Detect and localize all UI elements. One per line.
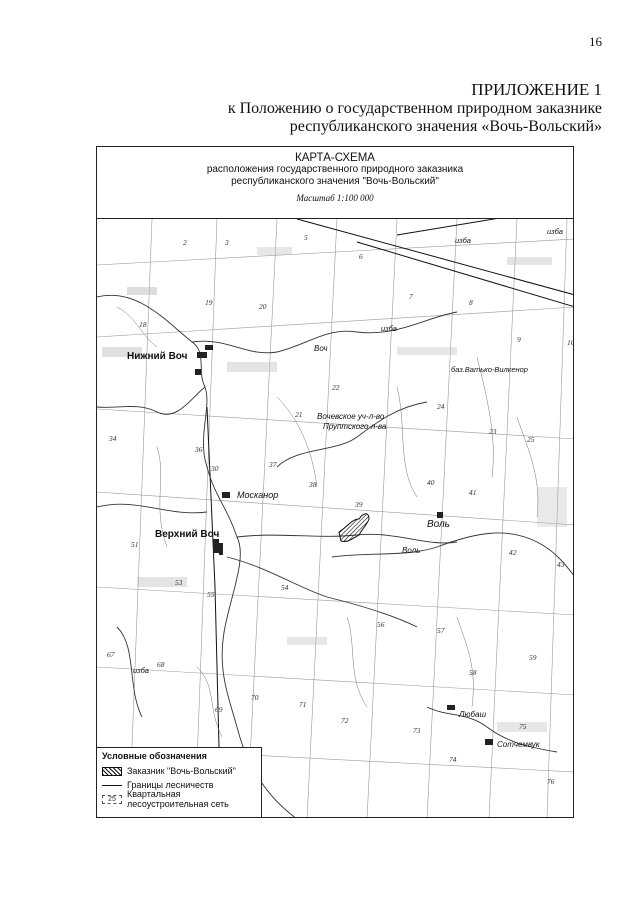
map-title: КАРТА-СХЕМА [295,152,375,164]
appendix-heading [42,80,602,136]
quarter-number: 2 [183,238,187,247]
settlement-moskanor: Москанор [237,490,279,500]
forestry-boundary [207,207,574,747]
quarter-number: 9 [517,335,521,344]
quarter-number: 55 [207,590,215,599]
quarter-number: 72 [341,716,349,725]
reserve-hatch-icon [102,767,122,776]
page-number: 16 [589,34,602,49]
quarter-number: 56 [377,620,385,629]
map-subtitle-2: республиканского значения "Вочь-Вольский" [231,176,439,187]
map-frame [96,146,574,818]
label-hut-3: изба [381,324,397,333]
reserve-area [339,514,369,542]
quarter-number: 23 [489,427,497,436]
label-hut-4: изба [133,666,149,675]
quarter-number: 69 [215,705,223,714]
appendix-title: ПРИЛОЖЕНИЕ 1 [471,80,602,99]
quarter-number: 74 [449,755,457,764]
vegetation-patches [102,247,567,732]
quarter-number: 59 [529,653,537,662]
quarter-number: 38 [309,480,317,489]
quarter-number: 6 [359,252,363,261]
quarter-grid-icon: 25 [102,795,122,804]
quarter-number: 70 [251,693,259,702]
settlement-vol: Воль [427,519,450,530]
quarter-number: 39 [355,500,363,509]
quarter-number: 7 [409,292,413,301]
quarter-number: 3 [225,238,229,247]
map-header [97,147,573,219]
settlement-nizhniy-voch: Нижний Воч [127,351,188,362]
quarter-number: 24 [437,402,445,411]
label-camp: баз.Ватько-Вилкенор [451,365,528,374]
label-river-voch: Воч [314,344,328,353]
quarter-number: 75 [519,722,527,731]
quarter-number: 54 [281,583,289,592]
quarter-number: 73 [413,726,421,735]
legend-boundary-label: Границы лесничеств [127,780,214,790]
quarter-number: 8 [469,298,473,307]
quarter-number: 34 [109,434,117,443]
quarter-number: 25 [527,435,535,444]
quarter-number: 41 [469,488,477,497]
quarter-number: 76 [547,777,555,786]
quarter-numbers [107,233,574,786]
label-hut-1: изба [455,236,471,245]
label-forestry-2: Пруптского л-ва [323,422,387,431]
settlement-lyubash: Любаш [459,710,487,719]
quarter-number: 21 [295,410,303,419]
quarter-number: 51 [131,540,139,549]
legend-quarter-label: Квартальная лесоустроительная сеть [127,789,229,809]
legend-row-quarter [102,789,256,809]
map-canvas [97,147,574,818]
appendix-line-2: республиканского значения «Вочь-Вольский» [289,118,602,135]
quarter-number: 10 [567,338,575,347]
quarter-number: 19 [205,298,213,307]
quarter-number: 18 [139,320,147,329]
legend-reserve-label: Заказник "Вочь-Вольский" [127,766,236,776]
boundary-line-icon [102,785,122,786]
quarter-number: 36 [195,445,203,454]
appendix-line-1: к Положению о государственном природном заказнике [227,100,602,117]
quarter-number: 30 [211,464,219,473]
quarter-number: 43 [557,560,565,569]
quarter-number: 40 [427,478,435,487]
settlement-sotchemvuk: Сотчемвук [497,740,540,749]
quarter-number: 37 [269,460,277,469]
label-hut-2: изба [547,227,563,236]
quarter-number: 58 [469,668,477,677]
quarter-number: 5 [304,233,308,242]
label-river-vol: Воль [402,546,421,555]
quarter-number: 42 [509,548,517,557]
map-legend [97,747,262,818]
quarter-number: 68 [157,660,165,669]
settlement-verkhniy-voch: Верхний Воч [155,529,220,540]
legend-title: Условные обозначения [102,751,207,761]
map-scale: Масштаб 1:100 000 [296,193,374,203]
quarter-number: 20 [259,302,267,311]
label-forestry: Вочевское уч-л-во [317,412,385,421]
map-subtitle-1: расположения государственного природного заказника [206,164,464,175]
quarter-number: 53 [175,578,183,587]
legend-row-reserve [102,764,256,778]
quarter-number: 71 [299,700,307,709]
quarter-number: 57 [437,626,445,635]
quarter-number: 22 [332,383,340,392]
quarter-number: 67 [107,650,115,659]
